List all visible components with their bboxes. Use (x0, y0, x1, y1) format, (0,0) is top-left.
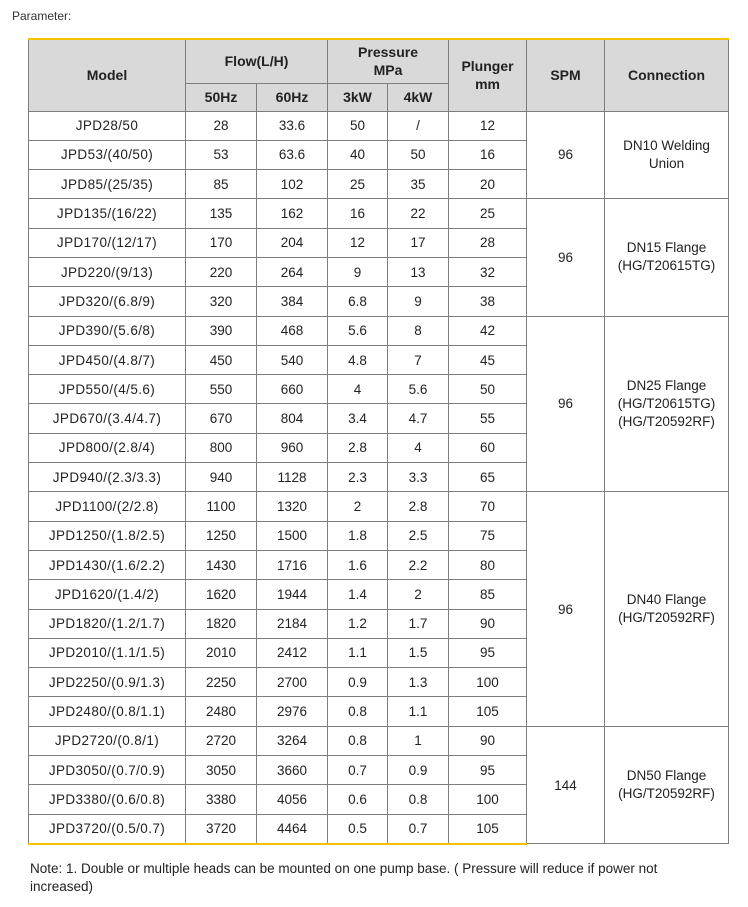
flow-50hz-cell: 85 (186, 170, 257, 199)
flow-60hz-cell: 264 (257, 257, 328, 286)
header-connection: Connection (605, 39, 729, 111)
plunger-cell: 90 (449, 726, 527, 755)
table-row (29, 492, 729, 521)
connection-line: (HG/T20592RF) (618, 786, 715, 802)
table-row (29, 111, 729, 140)
connection-cell (605, 199, 729, 316)
pressure-3kw-cell: 0.8 (328, 726, 388, 755)
model-cell: JPD2480/(0.8/1.1) (29, 697, 186, 726)
header-pressure-4kw: 4kW (388, 83, 449, 111)
pressure-3kw-cell: 9 (328, 257, 388, 286)
flow-50hz-cell: 1250 (186, 521, 257, 550)
model-cell: JPD1620/(1.4/2) (29, 580, 186, 609)
flow-60hz-cell: 3264 (257, 726, 328, 755)
table-header (29, 39, 729, 111)
plunger-cell: 20 (449, 170, 527, 199)
pressure-4kw-cell: 4 (388, 433, 449, 462)
flow-50hz-cell: 670 (186, 404, 257, 433)
table-body (29, 111, 729, 844)
model-cell: JPD450/(4.8/7) (29, 345, 186, 374)
pressure-4kw-cell: 1 (388, 726, 449, 755)
model-cell: JPD1430/(1.6/2.2) (29, 550, 186, 579)
connection-line: (HG/T20615TG) (617, 395, 716, 411)
flow-60hz-cell: 63.6 (257, 140, 328, 169)
flow-50hz-cell: 135 (186, 199, 257, 228)
flow-60hz-cell: 1128 (257, 463, 328, 492)
pressure-3kw-cell: 6.8 (328, 287, 388, 316)
flow-60hz-cell: 2412 (257, 638, 328, 667)
flow-50hz-cell: 800 (186, 433, 257, 462)
pressure-3kw-cell: 0.7 (328, 756, 388, 785)
model-cell: JPD2720/(0.8/1) (29, 726, 186, 755)
pressure-4kw-cell: 22 (388, 199, 449, 228)
parameter-label: Parameter: (12, 9, 72, 23)
model-cell: JPD1820/(1.2/1.7) (29, 609, 186, 638)
model-cell: JPD390/(5.6/8) (29, 316, 186, 345)
header-plunger-line2: mm (475, 76, 500, 93)
table-row (29, 316, 729, 345)
model-cell: JPD670/(3.4/4.7) (29, 404, 186, 433)
pressure-4kw-cell: 2 (388, 580, 449, 609)
pressure-3kw-cell: 2.8 (328, 433, 388, 462)
pressure-4kw-cell: 1.7 (388, 609, 449, 638)
spm-cell: 96 (527, 316, 605, 492)
flow-50hz-cell: 940 (186, 463, 257, 492)
flow-50hz-cell: 1100 (186, 492, 257, 521)
flow-50hz-cell: 2250 (186, 668, 257, 697)
plunger-cell: 95 (449, 756, 527, 785)
plunger-cell: 100 (449, 785, 527, 814)
table-row (29, 726, 729, 755)
flow-60hz-cell: 3660 (257, 756, 328, 785)
model-cell: JPD53/(40/50) (29, 140, 186, 169)
pressure-4kw-cell: 2.2 (388, 550, 449, 579)
plunger-cell: 38 (449, 287, 527, 316)
plunger-cell: 50 (449, 375, 527, 404)
connection-line: Union (648, 155, 685, 171)
flow-50hz-cell: 2480 (186, 697, 257, 726)
connection-line: (HG/T20592RF) (618, 610, 715, 626)
model-cell: JPD550/(4/5.6) (29, 375, 186, 404)
connection-cell (605, 111, 729, 199)
pressure-4kw-cell: 0.8 (388, 785, 449, 814)
pressure-4kw-cell: 8 (388, 316, 449, 345)
flow-60hz-cell: 4056 (257, 785, 328, 814)
pressure-3kw-cell: 0.9 (328, 668, 388, 697)
footnote: Note: 1. Double or multiple heads can be mounted on one pump base. ( Pressure will reduce if power not increased) (30, 861, 658, 894)
pressure-4kw-cell: 0.9 (388, 756, 449, 785)
flow-50hz-cell: 3050 (186, 756, 257, 785)
flow-50hz-cell: 3380 (186, 785, 257, 814)
flow-60hz-cell: 804 (257, 404, 328, 433)
flow-50hz-cell: 28 (186, 111, 257, 140)
flow-60hz-cell: 162 (257, 199, 328, 228)
spm-cell: 144 (527, 726, 605, 844)
header-flow: Flow(L/H) (186, 39, 328, 83)
pressure-3kw-cell: 12 (328, 228, 388, 257)
flow-60hz-cell: 660 (257, 375, 328, 404)
plunger-cell: 45 (449, 345, 527, 374)
plunger-cell: 25 (449, 199, 527, 228)
pressure-3kw-cell: 50 (328, 111, 388, 140)
parameter-table (28, 38, 729, 845)
flow-50hz-cell: 2720 (186, 726, 257, 755)
pressure-4kw-cell: 7 (388, 345, 449, 374)
flow-50hz-cell: 3720 (186, 814, 257, 844)
connection-line: DN10 Welding (623, 137, 710, 153)
flow-60hz-cell: 2184 (257, 609, 328, 638)
flow-50hz-cell: 320 (186, 287, 257, 316)
pressure-3kw-cell: 40 (328, 140, 388, 169)
spm-cell: 96 (527, 111, 605, 199)
pressure-3kw-cell: 1.4 (328, 580, 388, 609)
model-cell: JPD320/(6.8/9) (29, 287, 186, 316)
flow-50hz-cell: 220 (186, 257, 257, 286)
pressure-3kw-cell: 16 (328, 199, 388, 228)
header-spm: SPM (527, 39, 605, 111)
connection-cell (605, 316, 729, 492)
spm-cell: 96 (527, 492, 605, 726)
flow-60hz-cell: 960 (257, 433, 328, 462)
flow-60hz-cell: 204 (257, 228, 328, 257)
model-cell: JPD2250/(0.9/1.3) (29, 668, 186, 697)
pressure-3kw-cell: 3.4 (328, 404, 388, 433)
flow-60hz-cell: 1500 (257, 521, 328, 550)
flow-60hz-cell: 2700 (257, 668, 328, 697)
connection-line: DN50 Flange (626, 768, 707, 784)
pressure-4kw-cell: 9 (388, 287, 449, 316)
pressure-4kw-cell: 0.7 (388, 814, 449, 844)
pressure-4kw-cell: 1.3 (388, 668, 449, 697)
pressure-4kw-cell: 5.6 (388, 375, 449, 404)
model-cell: JPD85/(25/35) (29, 170, 186, 199)
pressure-4kw-cell: 50 (388, 140, 449, 169)
model-cell: JPD1100/(2/2.8) (29, 492, 186, 521)
model-cell: JPD3050/(0.7/0.9) (29, 756, 186, 785)
model-cell: JPD135/(16/22) (29, 199, 186, 228)
plunger-cell: 105 (449, 697, 527, 726)
pressure-4kw-cell: 2.8 (388, 492, 449, 521)
model-cell: JPD2010/(1.1/1.5) (29, 638, 186, 667)
pressure-3kw-cell: 1.2 (328, 609, 388, 638)
pressure-4kw-cell: 13 (388, 257, 449, 286)
flow-60hz-cell: 540 (257, 345, 328, 374)
model-cell: JPD800/(2.8/4) (29, 433, 186, 462)
pressure-4kw-cell: 4.7 (388, 404, 449, 433)
plunger-cell: 85 (449, 580, 527, 609)
flow-50hz-cell: 450 (186, 345, 257, 374)
plunger-cell: 65 (449, 463, 527, 492)
header-plunger (449, 39, 527, 111)
flow-60hz-cell: 468 (257, 316, 328, 345)
plunger-cell: 16 (449, 140, 527, 169)
plunger-cell: 80 (449, 550, 527, 579)
connection-line: (HG/T20615TG) (617, 258, 716, 274)
model-cell: JPD170/(12/17) (29, 228, 186, 257)
model-cell: JPD940/(2.3/3.3) (29, 463, 186, 492)
pressure-4kw-cell: 35 (388, 170, 449, 199)
plunger-cell: 105 (449, 814, 527, 844)
flow-60hz-cell: 102 (257, 170, 328, 199)
flow-50hz-cell: 1620 (186, 580, 257, 609)
header-pressure-3kw: 3kW (328, 83, 388, 111)
header-pressure-line1: Pressure (358, 44, 418, 61)
pressure-3kw-cell: 1.1 (328, 638, 388, 667)
pressure-4kw-cell: 3.3 (388, 463, 449, 492)
connection-line: DN25 Flange (626, 377, 707, 393)
table-row (29, 199, 729, 228)
header-plunger-line1: Plunger (461, 58, 514, 75)
model-cell: JPD3720/(0.5/0.7) (29, 814, 186, 844)
pressure-3kw-cell: 4 (328, 375, 388, 404)
pressure-3kw-cell: 0.8 (328, 697, 388, 726)
plunger-cell: 42 (449, 316, 527, 345)
flow-60hz-cell: 4464 (257, 814, 328, 844)
flow-50hz-cell: 1430 (186, 550, 257, 579)
pressure-3kw-cell: 0.6 (328, 785, 388, 814)
connection-line: (HG/T20592RF) (618, 413, 715, 429)
pressure-3kw-cell: 0.5 (328, 814, 388, 844)
model-cell: JPD1250/(1.8/2.5) (29, 521, 186, 550)
header-model: Model (29, 39, 186, 111)
flow-50hz-cell: 53 (186, 140, 257, 169)
connection-cell (605, 726, 729, 844)
flow-60hz-cell: 33.6 (257, 111, 328, 140)
flow-50hz-cell: 170 (186, 228, 257, 257)
flow-50hz-cell: 2010 (186, 638, 257, 667)
plunger-cell: 60 (449, 433, 527, 462)
connection-line: DN15 Flange (626, 240, 707, 256)
flow-60hz-cell: 384 (257, 287, 328, 316)
connection-cell (605, 492, 729, 726)
plunger-cell: 28 (449, 228, 527, 257)
plunger-cell: 75 (449, 521, 527, 550)
header-flow-50hz: 50Hz (186, 83, 257, 111)
pressure-4kw-cell: 17 (388, 228, 449, 257)
plunger-cell: 12 (449, 111, 527, 140)
header-pressure-line2: MPa (373, 62, 403, 79)
header-pressure (328, 39, 449, 83)
plunger-cell: 32 (449, 257, 527, 286)
pressure-4kw-cell: 1.1 (388, 697, 449, 726)
flow-60hz-cell: 1944 (257, 580, 328, 609)
flow-60hz-cell: 1320 (257, 492, 328, 521)
pressure-3kw-cell: 5.6 (328, 316, 388, 345)
pressure-4kw-cell: 1.5 (388, 638, 449, 667)
pressure-3kw-cell: 2 (328, 492, 388, 521)
model-cell: JPD28/50 (29, 111, 186, 140)
pressure-3kw-cell: 25 (328, 170, 388, 199)
plunger-cell: 55 (449, 404, 527, 433)
plunger-cell: 90 (449, 609, 527, 638)
flow-60hz-cell: 1716 (257, 550, 328, 579)
spm-cell: 96 (527, 199, 605, 316)
plunger-cell: 70 (449, 492, 527, 521)
connection-line: DN40 Flange (626, 592, 707, 608)
model-cell: JPD3380/(0.6/0.8) (29, 785, 186, 814)
pressure-3kw-cell: 1.6 (328, 550, 388, 579)
flow-50hz-cell: 550 (186, 375, 257, 404)
pressure-3kw-cell: 4.8 (328, 345, 388, 374)
pressure-4kw-cell: 2.5 (388, 521, 449, 550)
flow-50hz-cell: 390 (186, 316, 257, 345)
plunger-cell: 95 (449, 638, 527, 667)
pressure-3kw-cell: 1.8 (328, 521, 388, 550)
model-cell: JPD220/(9/13) (29, 257, 186, 286)
pressure-4kw-cell: / (388, 111, 449, 140)
plunger-cell: 100 (449, 668, 527, 697)
header-flow-60hz: 60Hz (257, 83, 328, 111)
flow-50hz-cell: 1820 (186, 609, 257, 638)
flow-60hz-cell: 2976 (257, 697, 328, 726)
pressure-3kw-cell: 2.3 (328, 463, 388, 492)
